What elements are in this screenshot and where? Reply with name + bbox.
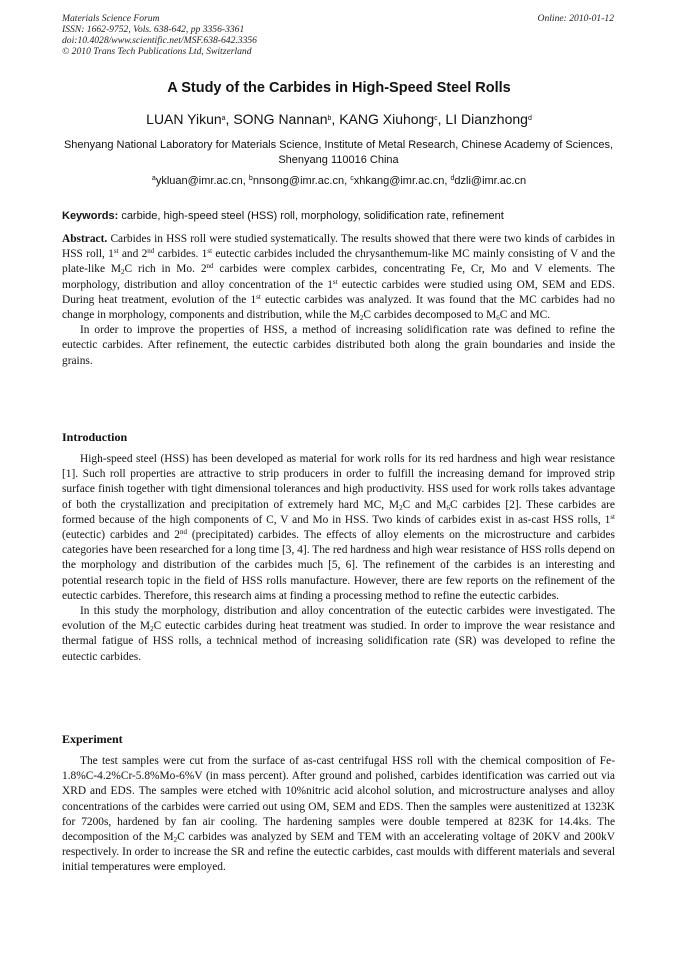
email-mark: b [248, 175, 253, 182]
paper-title: A Study of the Carbides in High-Speed Steel Rolls [167, 80, 511, 96]
email-address[interactable]: dzli@imr.ac.cn [454, 175, 527, 187]
copyright-line: © 2010 Trans Tech Publications Ltd, Switzerland [62, 46, 252, 57]
introduction-paragraph-2: In this study the morphology, distribution and alloy concentration of the eutectic carbides were investigated. The evolution of the $M_2C$ eutectic carbides during heat treatment was studied. In order to improve the wear resistance and thermal fatigue of HSS rolls, a technical method of increasing solidification rate (SR) was developed to refine the eutectic carbides. [62, 605, 615, 663]
email-list: $^a$ykluan@imr.ac.cn, $^b$nnsong@imr.ac.cn, $^c$xhkang@imr.ac.cn, $^d$dzli@imr.ac.cn [151, 175, 527, 187]
author-name: KANG Xiuhong [339, 111, 435, 127]
keywords [62, 210, 615, 222]
journal-header [62, 13, 257, 57]
subscript: 2 [150, 625, 154, 634]
issn-line: ISSN: 1662-9752, Vols. 638-642, pp 3356-3361 [62, 24, 245, 35]
abstract-paragraph-1 [62, 232, 615, 323]
superscript: st [256, 292, 261, 301]
superscript: st [207, 247, 213, 256]
subscript: 2 [359, 314, 364, 323]
superscript: st [332, 277, 338, 286]
author-name: LUAN Yikun [146, 111, 222, 127]
introduction-section [62, 452, 615, 665]
keywords-label: Keywords: [62, 210, 119, 222]
superscript: nd [147, 247, 155, 256]
email-mark: d [450, 175, 455, 182]
superscript: nd [179, 528, 187, 537]
author-list: LUAN Yikun$^a$, SONG Nannan$^b$, KANG Xiuhong$^c$, LI Dianzhong$^d$ [146, 111, 532, 127]
author-mark: d [527, 115, 532, 122]
author-mark: c [434, 115, 438, 122]
abstract-text-1: Carbides in HSS roll were studied systematically. The results showed that there were two kinds of carbides in HSS roll, 1st and 2nd carbides. 1st eutectic carbides included the chrysanthemum-like MC mainly consisting of V and the plate-like $M_2C$ rich in Mo. 2nd carbides were complex carbides, concentrating Fe, Cr, Mo and V elements. The morphology, distribution and alloy concentration of the 1st eutectic carbides were studied using OM, SEM and EDS. During heat treatment, evolution of the 1st eutectic carbides was analyzed. It was found that the MC carbides had no change in morphology, components and distribution, while the $M_2C$ carbides decomposed to $M_6C$ and MC. [62, 233, 615, 323]
email-mark: c [350, 175, 354, 182]
email-address[interactable]: nnsong@imr.ac.cn [252, 175, 345, 187]
keywords-text: carbide, high-speed steel (HSS) roll, morphology, solidification rate, refinement [121, 210, 504, 222]
email-address[interactable]: xhkang@imr.ac.cn [353, 175, 445, 187]
doi-line[interactable]: doi:10.4028/www.scientific.net/MSF.638-642.3356 [62, 35, 257, 46]
experiment-paragraph-1: The test samples were cut from the surface of as-cast centrifugal HSS roll with the chemical composition of Fe-1.8%C-4.2%Cr-5.8%Mo-6%V (in mass percent). After ground and polished, carbides identification was carried out via XRD and EDS. The samples were etched with 10%nitric acid alcohol solution, and microstructure analyses and alloy concentrations of the carbides were carried out using OM, SEM and EDS. Then the samples were austenitized at 1323K for 7200s, hardened by fan air cooling. The hardening samples were double tempered at 823K for 14.4ks. The decomposition of the $M_2C$ carbides was analyzed by SEM and TEM with an accelerating voltage of 20KV and 200kV respectively. In order to increase the SR and refine the eutectic carbides, cast moulds with different materials and several initial temperatures were employed. [62, 755, 615, 874]
author-mark: a [221, 115, 226, 122]
email-address[interactable]: ykluan@imr.ac.cn [155, 175, 243, 187]
journal-name: Materials Science Forum [62, 13, 160, 24]
author-name: LI Dianzhong [445, 111, 528, 127]
introduction-heading: Introduction [62, 430, 128, 444]
subscript: 6 [446, 503, 451, 512]
subscript: 2 [173, 836, 178, 845]
email-mark: a [151, 175, 156, 182]
subscript: 2 [399, 503, 403, 512]
author-name: SONG Nannan [233, 111, 328, 127]
affiliation: Shenyang National Laboratory for Materials Science, Institute of Metal Research, Chinese Academy of Sciences, Shenyang 110016 China [63, 139, 614, 166]
superscript: st [113, 247, 119, 256]
abstract-section [62, 232, 615, 369]
abstract-paragraph-2: In order to improve the properties of HSS, a method of increasing solidification rate was defined to refine the eutectic carbides. After refinement, the eutectic carbides distributed both along the grain boundaries and inside the grains. [62, 324, 615, 367]
author-mark: b [327, 115, 332, 122]
introduction-paragraph-1: High-speed steel (HSS) has been developed as material for work rolls for its red hardness and high wear resistance [1]. Such roll properties are attractive to strip producers in order to fulfill the increasing demand for improved strip surface finish together with tight dimensional tolerances and high productivity. HSS used for work rolls takes advantage of both the crystallization and precipitation of extremely hard MC, $M_2C$ and $M_6C$ carbides [2]. These carbides are formed because of the high components of C, V and Mo in HSS. Two kinds of carbides exist in as-cast HSS rolls, 1st (eutectic) carbides and 2nd (precipitated) carbides. The effects of alloy elements on the microstructure and carbides categories have been researched for a long time [3, 4]. The red hardness and high wear resistance of HSS rolls depend on the morphology and distribution of the carbides much [5, 6]. The refinement of the carbides is an interesting and potential research topic in the field of HSS rolls manufacture. However, there are few reports on the refinement of the eutectic carbides. Therefore, this research aims at finding a processing method to refine the eutectic carbides. [62, 453, 615, 602]
abstract-label: Abstract. [62, 233, 108, 245]
superscript: st [610, 512, 615, 521]
online-date: Online: 2010-01-12 [537, 13, 614, 24]
subscript: 2 [121, 268, 125, 277]
subscript: 6 [496, 314, 500, 323]
superscript: nd [206, 262, 214, 271]
experiment-section [62, 754, 615, 876]
experiment-heading: Experiment [62, 732, 123, 746]
